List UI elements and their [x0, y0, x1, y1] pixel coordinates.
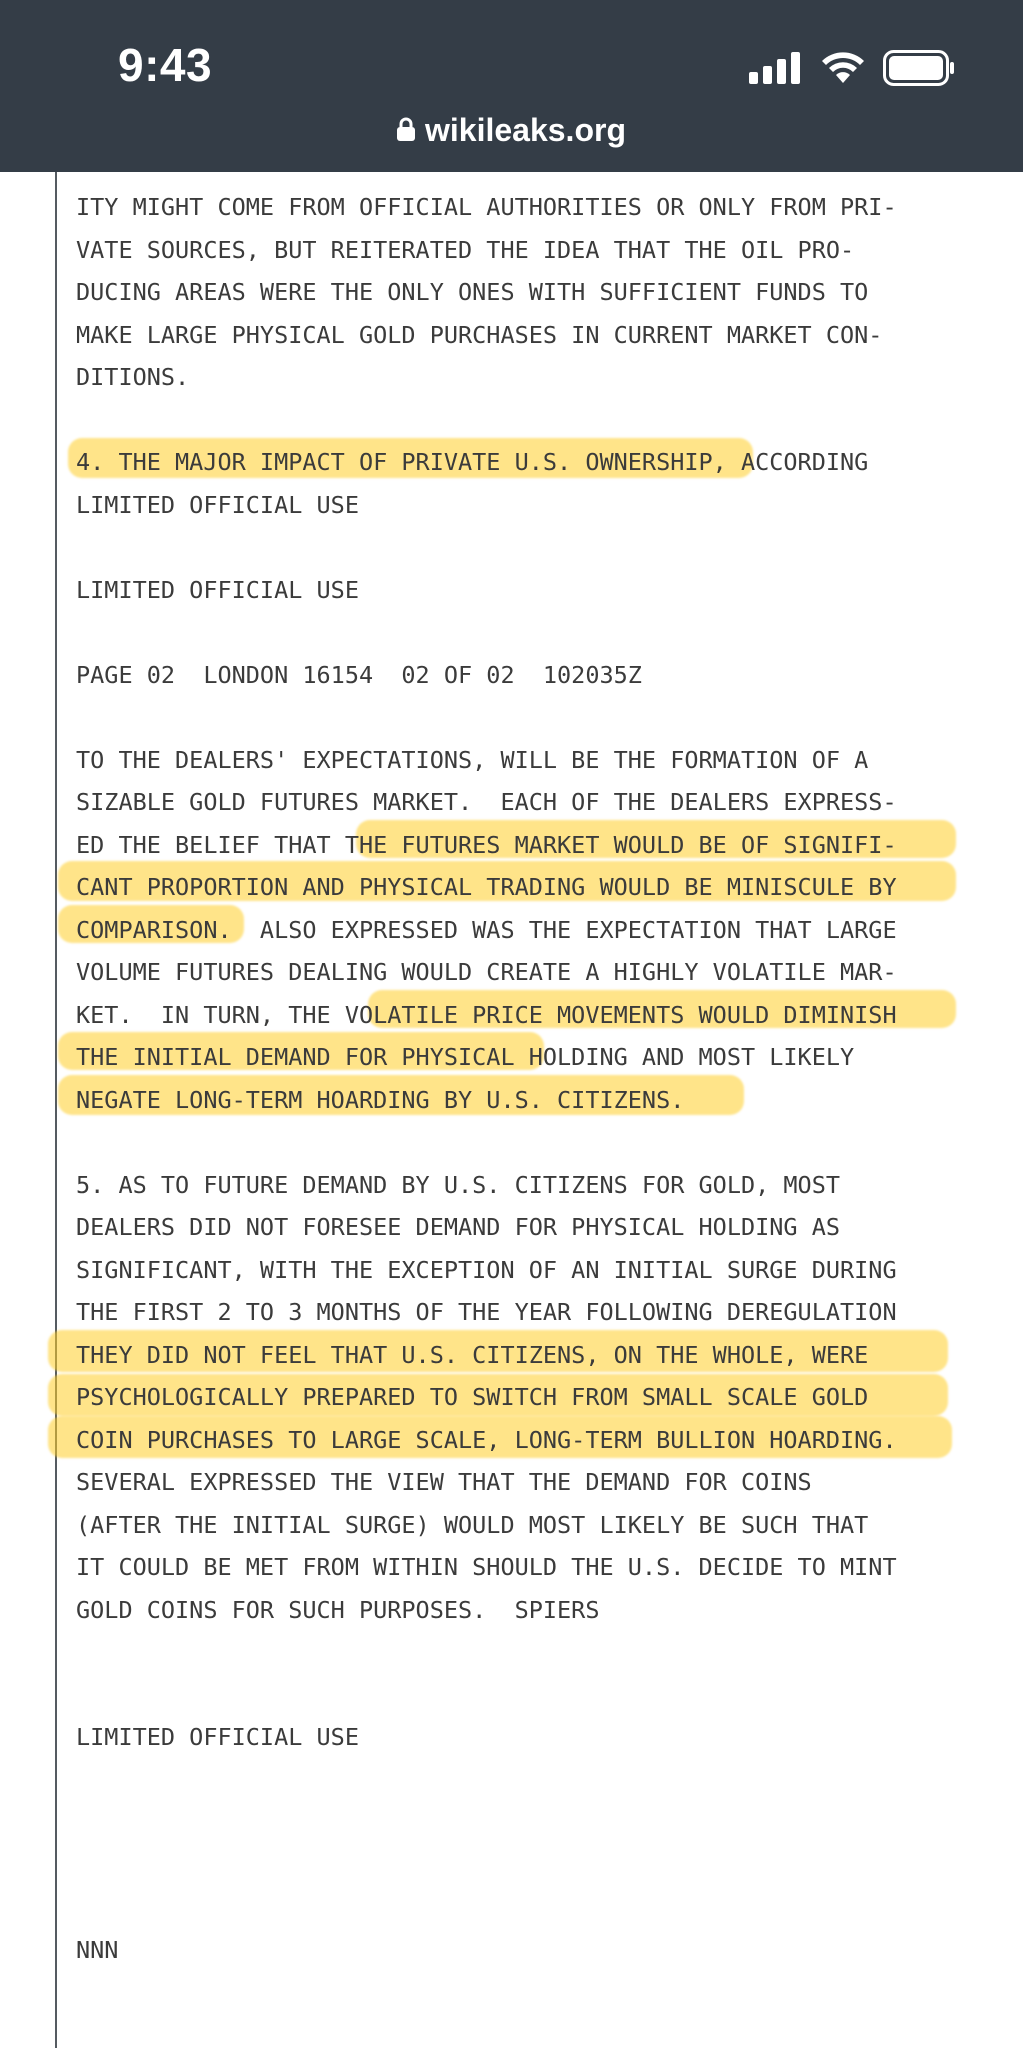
doc-line: CANT PROPORTION AND PHYSICAL TRADING WOULD BE MINISCULE BY	[76, 873, 897, 901]
doc-line: GOLD COINS FOR SUCH PURPOSES. SPIERS	[76, 1596, 600, 1624]
doc-line: NNN	[76, 1936, 119, 1964]
doc-line: 5. AS TO FUTURE DEMAND BY U.S. CITIZENS FOR GOLD, MOST	[76, 1171, 841, 1199]
status-time: 9:43	[118, 39, 213, 91]
doc-line: ED THE BELIEF THAT THE FUTURES MARKET WOULD BE OF SIGNIFI-	[76, 831, 897, 859]
status-bar	[0, 0, 1023, 172]
doc-line: PAGE 02 LONDON 16154 02 OF 02 102035Z	[76, 661, 642, 689]
url-text[interactable]: wikileaks.org	[425, 112, 626, 148]
doc-line: TO THE DEALERS' EXPECTATIONS, WILL BE THE FORMATION OF A	[76, 746, 869, 774]
doc-line: DUCING AREAS WERE THE ONLY ONES WITH SUFFICIENT FUNDS TO	[76, 278, 869, 306]
wifi-icon	[821, 51, 865, 90]
doc-line: 4. THE MAJOR IMPACT OF PRIVATE U.S. OWNERSHIP, ACCORDING	[76, 448, 869, 476]
doc-line: LIMITED OFFICIAL USE	[76, 576, 359, 604]
doc-line: IT COULD BE MET FROM WITHIN SHOULD THE U.S. DECIDE TO MINT	[76, 1553, 897, 1581]
doc-line: VATE SOURCES, BUT REITERATED THE IDEA THAT THE OIL PRO-	[76, 236, 855, 264]
doc-line: LIMITED OFFICIAL USE	[76, 1723, 359, 1751]
document-view[interactable]	[0, 172, 1023, 2048]
doc-line: THEY DID NOT FEEL THAT U.S. CITIZENS, ON THE WHOLE, WERE	[76, 1341, 869, 1369]
status-icons	[749, 50, 955, 91]
doc-line: SIGNIFICANT, WITH THE EXCEPTION OF AN INITIAL SURGE DURING	[76, 1256, 897, 1284]
doc-line: COMPARISON. ALSO EXPRESSED WAS THE EXPECTATION THAT LARGE	[76, 916, 897, 944]
doc-line: NEGATE LONG-TERM HOARDING BY U.S. CITIZENS.	[76, 1086, 685, 1114]
doc-line: SEVERAL EXPRESSED THE VIEW THAT THE DEMAND FOR COINS	[76, 1468, 812, 1496]
doc-line: ITY MIGHT COME FROM OFFICIAL AUTHORITIES OR ONLY FROM PRI-	[76, 193, 897, 221]
doc-line: KET. IN TURN, THE VOLATILE PRICE MOVEMENTS WOULD DIMINISH	[76, 1001, 897, 1029]
doc-line: VOLUME FUTURES DEALING WOULD CREATE A HIGHLY VOLATILE MAR-	[76, 958, 897, 986]
address-bar[interactable]	[0, 112, 1023, 149]
page-left-border	[55, 172, 57, 2048]
doc-line: THE FIRST 2 TO 3 MONTHS OF THE YEAR FOLLOWING DEREGULATION	[76, 1298, 897, 1326]
lock-icon	[397, 112, 415, 149]
doc-line: SIZABLE GOLD FUTURES MARKET. EACH OF THE DEALERS EXPRESS-	[76, 788, 897, 816]
doc-line: LIMITED OFFICIAL USE	[76, 491, 359, 519]
doc-line: PSYCHOLOGICALLY PREPARED TO SWITCH FROM SMALL SCALE GOLD	[76, 1383, 869, 1411]
doc-line: MAKE LARGE PHYSICAL GOLD PURCHASES IN CURRENT MARKET CON-	[76, 321, 883, 349]
doc-line: (AFTER THE INITIAL SURGE) WOULD MOST LIKELY BE SUCH THAT	[76, 1511, 869, 1539]
doc-line: DITIONS.	[76, 363, 190, 391]
doc-line: THE INITIAL DEMAND FOR PHYSICAL HOLDING AND MOST LIKELY	[76, 1043, 855, 1071]
cellular-signal-icon	[749, 52, 803, 89]
doc-line: COIN PURCHASES TO LARGE SCALE, LONG-TERM BULLION HOARDING.	[76, 1426, 897, 1454]
doc-line: DEALERS DID NOT FORESEE DEMAND FOR PHYSICAL HOLDING AS	[76, 1213, 841, 1241]
battery-icon	[883, 50, 955, 91]
